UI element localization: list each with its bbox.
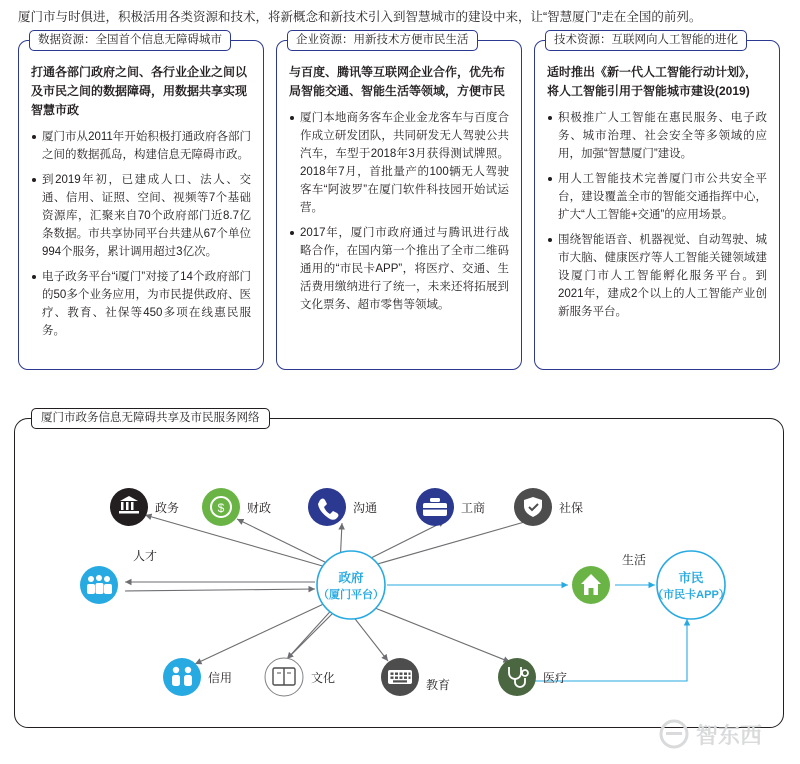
keyboard-icon [388,670,412,684]
card-title: 与百度、腾讯等互联网企业合作，优先布局智能交通、智能生活等领域，方便市民 [289,65,506,98]
card-header-label: 技术资源：互联网向人工智能的进化 [545,30,747,51]
node-communication[interactable] [308,488,377,526]
node-label: 财政 [247,501,272,515]
card-title: 打通各部门政府之间、各行业企业之间以及市民之间的数据障碍，用数据共享实现智慧市政 [31,65,248,117]
node-label: 沟通 [353,501,378,515]
hub-sublabel: （厦门平台） [318,589,384,601]
resource-cards [18,34,782,370]
card-enterprise-resource [276,34,522,370]
watermark-logo-icon [661,721,687,747]
node-credit[interactable] [163,658,232,696]
network-panel [14,412,784,728]
node-culture[interactable] [265,658,335,696]
hub-label: 政府 [338,571,364,585]
list-item: 电子政务平台“i厦门”对接了14个政府部门的50多个业务应用，为市民提供政府、医疗、教育、社保等450多项在线惠民服务。 [31,268,251,340]
node-talent[interactable] [80,548,157,604]
watermark-text: 智东西 [696,723,763,748]
hub-citizen[interactable] [652,551,730,619]
hub-government[interactable] [317,551,385,619]
card-bullet-list [31,128,251,340]
svg-text:$: $ [217,501,225,515]
card-bullet-list [547,109,767,321]
list-item: 积极推广人工智能在惠民服务、电子政务、城市治理、社会安全等多领域的应用，加强“智慧厦门”建设。 [547,109,767,163]
list-item: 用人工智能技术完善厦门市公共安全平台，建设覆盖全市的智能交通指挥中心，扩大“人工智能+交通”的应用场景。 [547,170,767,224]
card-technology-resource [534,34,780,370]
node-label: 医疗 [543,671,568,685]
card-header-label: 企业资源：用新技术方便市民生活 [287,30,478,51]
book-icon [273,668,295,685]
hub-label: 市民 [678,571,704,585]
card-header-label: 数据资源：全国首个信息无障碍城市 [29,30,231,51]
node-social-security[interactable] [514,488,583,526]
node-label: 生活 [622,553,647,567]
network-diagram [15,419,785,729]
list-item: 到2019年初，已建成人口、法人、交通、信用、证照、空间、视频等7个基础资源库，汇聚来自70个政府部门近8.7亿条数据。市共享协同平台共建从67个单位994个服务，累计调用超过3亿次。 [31,171,251,261]
node-label: 信用 [208,671,233,685]
intro-text: 厦门市与时俱进，积极活用各类资源和技术，将新概念和新技术引入到智慧城市的建设中来，让“智慧厦门”走在全国的前列。 [18,10,702,24]
list-item: 厦门市从2011年开始积极打通政府各部门之间的数据孤岛，构建信息无障碍市政。 [31,128,251,164]
node-label: 文化 [311,671,336,685]
node-label: 人才 [133,549,158,563]
node-government-affairs[interactable] [110,488,179,526]
node-education[interactable] [381,658,450,696]
card-data-resource [18,34,264,370]
card-title: 适时推出《新一代人工智能行动计划》，将人工智能引用于智能城市建设(2019) [547,65,758,98]
node-life[interactable] [572,552,646,604]
watermark [656,718,786,758]
card-bullet-list [289,109,509,314]
node-label: 教育 [426,678,451,692]
list-item: 厦门本地商务客车企业金龙客车与百度合作成立研发团队，共同研发无人驾驶公共汽车，车型于2018年3月获得测试牌照。2018年7月，首批量产的100辆无人驾驶客车“阿波罗”在厦门软件科技园开始试运营。 [289,109,509,217]
node-finance[interactable] [202,488,271,526]
hub-sublabel: （市民卡APP） [652,589,730,601]
node-label: 工商 [461,501,486,515]
node-commerce[interactable] [416,488,485,526]
node-label: 社保 [559,501,584,515]
network-header-label: 厦门市政务信息无障碍共享及市民服务网络 [31,408,270,429]
node-label: 政务 [155,501,180,515]
list-item: 2017年，厦门市政府通过与腾讯进行战略合作，在国内第一个推出了全市二维码通用的“市民卡APP”，将医疗、交通、生活费用缴纳进行了统一，未来还将拓展到文化票务、超市零售等领域。 [289,224,509,314]
people-icon [87,575,112,594]
list-item: 围绕智能语音、机器视觉、自动驾驶、城市大脑、健康医疗等人工智能关键领域建设厦门市人工智能孵化服务平台。到2021年，建成2个以上的人工智能产业创新服务平台。 [547,231,767,321]
node-medical[interactable] [498,658,567,696]
